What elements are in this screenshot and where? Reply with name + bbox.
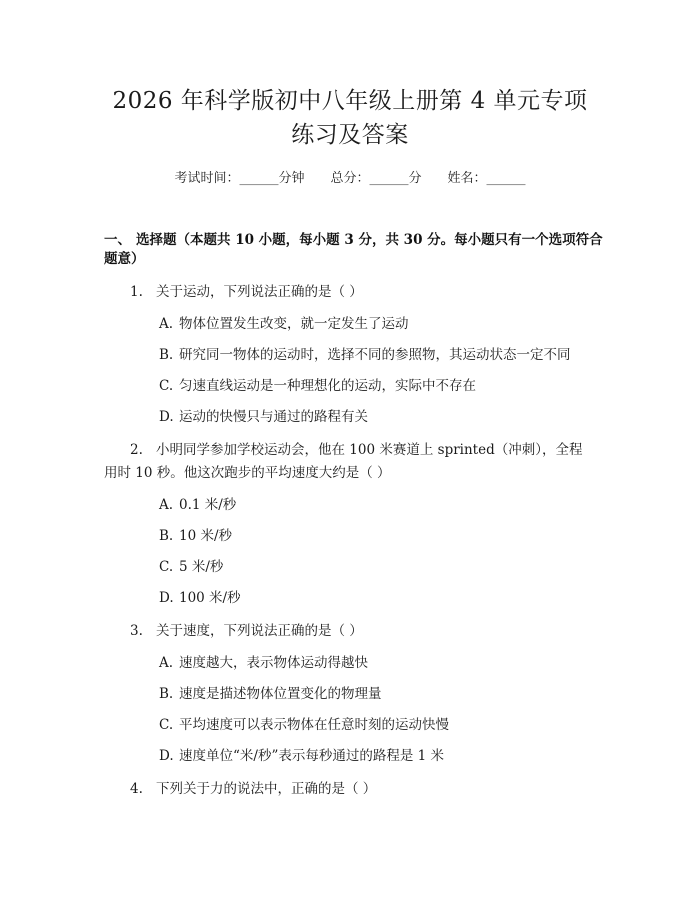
option-letter: D. (159, 748, 174, 764)
section-title: 选择题（本题共 10 小题，每小题 3 分，共 30 分。每小题只有一个选项符合 (136, 232, 603, 248)
total-score-field: 总分：______分 (330, 171, 422, 186)
question-stem-line-2: 用时 10 秒。他这次跑步的平均速度大约是（ ） (104, 465, 391, 481)
q2-option-c (159, 558, 223, 577)
option-letter: C. (159, 378, 174, 394)
question-3 (130, 622, 363, 641)
option-letter: B. (159, 347, 174, 363)
option-text: 0.1 米/秒 (179, 497, 237, 513)
q3-option-c (159, 716, 449, 735)
option-text: 速度单位“米/秒”表示每秒通过的路程是 1 米 (179, 748, 445, 764)
question-number: 4. (130, 781, 143, 797)
question-4 (130, 780, 376, 799)
question-2-cont (104, 464, 391, 483)
option-text: 研究同一物体的运动时，选择不同的参照物，其运动状态一定不同 (179, 347, 571, 363)
option-text: 速度越大，表示物体运动得越快 (179, 655, 368, 671)
option-text: 速度是描述物体位置变化的物理量 (179, 686, 382, 702)
section-heading (104, 231, 604, 269)
option-text: 匀速直线运动是一种理想化的运动，实际中不存在 (179, 378, 476, 394)
exam-time-field: 考试时间：______分钟 (174, 171, 305, 186)
q2-option-d (159, 589, 241, 608)
q3-option-d (159, 747, 444, 766)
section-number: 一、 (104, 232, 131, 248)
option-letter: A. (159, 316, 174, 332)
option-text: 10 米/秒 (179, 528, 233, 544)
option-letter: D. (159, 409, 174, 425)
question-stem-line-1: 小明同学参加学校运动会，他在 100 米赛道上 sprinted（冲刺），全程 (156, 442, 583, 458)
question-stem: 关于运动，下列说法正确的是（ ） (156, 284, 363, 300)
question-number: 1. (130, 284, 143, 300)
option-text: 5 米/秒 (179, 559, 224, 575)
option-letter: C. (159, 717, 174, 733)
q1-option-a (159, 315, 409, 334)
question-number: 2. (130, 442, 143, 458)
option-text: 平均速度可以表示物体在任意时刻的运动快慢 (179, 717, 449, 733)
q3-option-b (159, 685, 382, 704)
option-text: 100 米/秒 (179, 590, 241, 606)
q3-option-a (159, 654, 368, 673)
q1-option-d (159, 408, 368, 427)
q2-option-a (159, 496, 236, 515)
section-title-cont: 题意） (104, 251, 145, 267)
question-stem: 关于速度，下列说法正确的是（ ） (156, 623, 363, 639)
q2-option-b (159, 527, 232, 546)
option-letter: B. (159, 686, 174, 702)
question-number: 3. (130, 623, 143, 639)
title-line-1: 2026 年科学版初中八年级上册第 4 单元专项 (112, 88, 588, 114)
question-1 (130, 283, 363, 302)
title-line-2: 练习及答案 (291, 122, 409, 148)
option-letter: D. (159, 590, 174, 606)
option-text: 物体位置发生改变，就一定发生了运动 (179, 316, 409, 332)
option-text: 运动的快慢只与通过的路程有关 (179, 409, 368, 425)
option-letter: C. (159, 559, 174, 575)
option-letter: B. (159, 528, 174, 544)
q1-option-b (159, 346, 571, 365)
page-title (60, 84, 640, 152)
q1-option-c (159, 377, 476, 396)
question-2 (130, 441, 582, 460)
question-stem: 下列关于力的说法中，正确的是（ ） (156, 781, 377, 797)
option-letter: A. (159, 655, 174, 671)
student-name-field: 姓名：______ (447, 171, 526, 186)
option-letter: A. (159, 497, 174, 513)
exam-meta (0, 170, 700, 188)
